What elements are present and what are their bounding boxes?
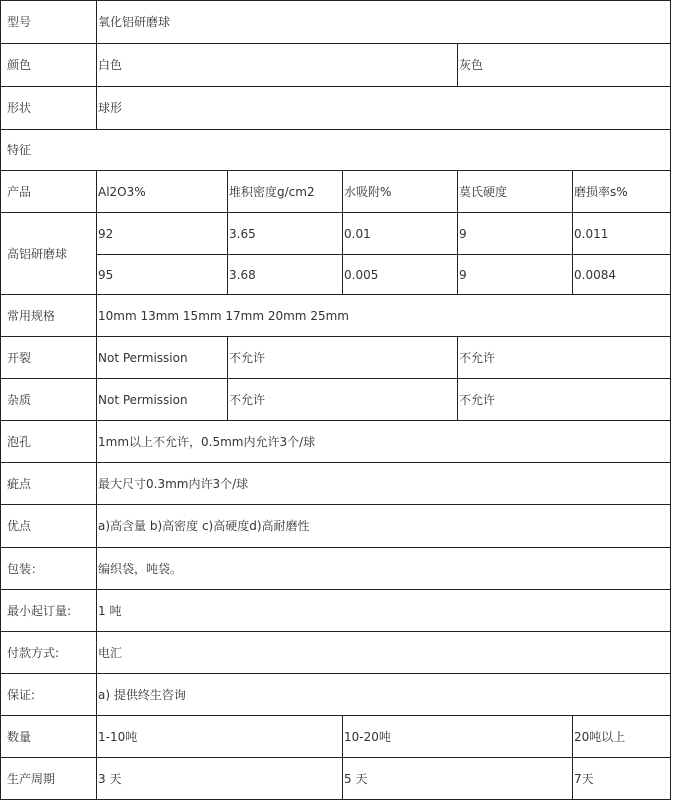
row1-wear-rate: 0.011 <box>573 213 671 255</box>
cracking-value-cn-2: 不允许 <box>458 337 671 379</box>
lead-time-tier-2: 5 天 <box>343 758 573 800</box>
flaws-value: 最大尺寸0.3mm内许3个/球 <box>97 463 671 505</box>
header-product: 产品 <box>1 171 97 213</box>
impurity-value-cn-2: 不允许 <box>458 379 671 421</box>
advantages-value: a)高含量 b)高密度 c)高硬度d)高耐磨性 <box>97 505 671 548</box>
cracking-value-cn-1: 不允许 <box>228 337 458 379</box>
cracking-row <box>1 337 671 379</box>
row2-mohs-hardness: 9 <box>458 255 573 295</box>
features-row <box>1 130 671 171</box>
common-specs-value: 10mm 13mm 15mm 17mm 20mm 25mm <box>97 295 671 337</box>
min-order-row <box>1 590 671 632</box>
color-value-white: 白色 <box>97 44 458 87</box>
row2-bulk-density: 3.68 <box>228 255 343 295</box>
impurity-row <box>1 379 671 421</box>
warranty-value: a) 提供终生咨询 <box>97 674 671 716</box>
quantity-label: 数量 <box>1 716 97 758</box>
shape-label: 形状 <box>1 87 97 130</box>
lead-time-row <box>1 758 671 800</box>
common-specs-label: 常用规格 <box>1 295 97 337</box>
model-value: 氧化铝研磨球 <box>97 1 671 44</box>
warranty-row <box>1 674 671 716</box>
shape-row <box>1 87 671 130</box>
advantages-row <box>1 505 671 548</box>
properties-row-95 <box>1 255 671 295</box>
lead-time-tier-1: 3 天 <box>97 758 343 800</box>
row2-al2o3: 95 <box>97 255 228 295</box>
quantity-tier-1: 1-10吨 <box>97 716 343 758</box>
advantages-label: 优点 <box>1 505 97 548</box>
row1-mohs-hardness: 9 <box>458 213 573 255</box>
header-mohs-hardness: 莫氏硬度 <box>458 171 573 213</box>
row1-water-absorption: 0.01 <box>343 213 458 255</box>
header-water-absorption: 水吸附% <box>343 171 458 213</box>
color-value-gray: 灰色 <box>458 44 671 87</box>
common-specs-row <box>1 295 671 337</box>
quantity-row <box>1 716 671 758</box>
header-bulk-density: 堆积密度g/cm2 <box>228 171 343 213</box>
quantity-tier-3: 20吨以上 <box>573 716 671 758</box>
cracking-label: 开裂 <box>1 337 97 379</box>
flaws-label: 疵点 <box>1 463 97 505</box>
row2-water-absorption: 0.005 <box>343 255 458 295</box>
min-order-value: 1 吨 <box>97 590 671 632</box>
row1-bulk-density: 3.65 <box>228 213 343 255</box>
model-label: 型号 <box>1 1 97 44</box>
impurity-value-cn-1: 不允许 <box>228 379 458 421</box>
payment-value: 电汇 <box>97 632 671 674</box>
payment-row <box>1 632 671 674</box>
lead-time-label: 生产周期 <box>1 758 97 800</box>
row2-wear-rate: 0.0084 <box>573 255 671 295</box>
properties-header-row <box>1 171 671 213</box>
header-wear-rate: 磨损率s% <box>573 171 671 213</box>
warranty-label: 保证: <box>1 674 97 716</box>
impurity-label: 杂质 <box>1 379 97 421</box>
flaws-row <box>1 463 671 505</box>
header-al2o3: Al2O3% <box>97 171 228 213</box>
packaging-value: 编织袋，吨袋。 <box>97 548 671 590</box>
features-label: 特征 <box>1 130 671 171</box>
color-row <box>1 44 671 87</box>
quantity-tier-2: 10-20吨 <box>343 716 573 758</box>
cracking-value-en: Not Permission <box>97 337 228 379</box>
impurity-value-en: Not Permission <box>97 379 228 421</box>
bubbles-value: 1mm以上不允许，0.5mm内允许3个/球 <box>97 421 671 463</box>
lead-time-tier-3: 7天 <box>573 758 671 800</box>
color-label: 颜色 <box>1 44 97 87</box>
row1-al2o3: 92 <box>97 213 228 255</box>
payment-label: 付款方式: <box>1 632 97 674</box>
bubbles-row <box>1 421 671 463</box>
model-row <box>1 1 671 44</box>
bubbles-label: 泡孔 <box>1 421 97 463</box>
packaging-label: 包装： <box>1 548 97 590</box>
product-name: 高铝研磨球 <box>1 213 97 295</box>
shape-value: 球形 <box>97 87 671 130</box>
properties-row-92 <box>1 213 671 255</box>
packaging-row <box>1 548 671 590</box>
min-order-label: 最小起订量: <box>1 590 97 632</box>
